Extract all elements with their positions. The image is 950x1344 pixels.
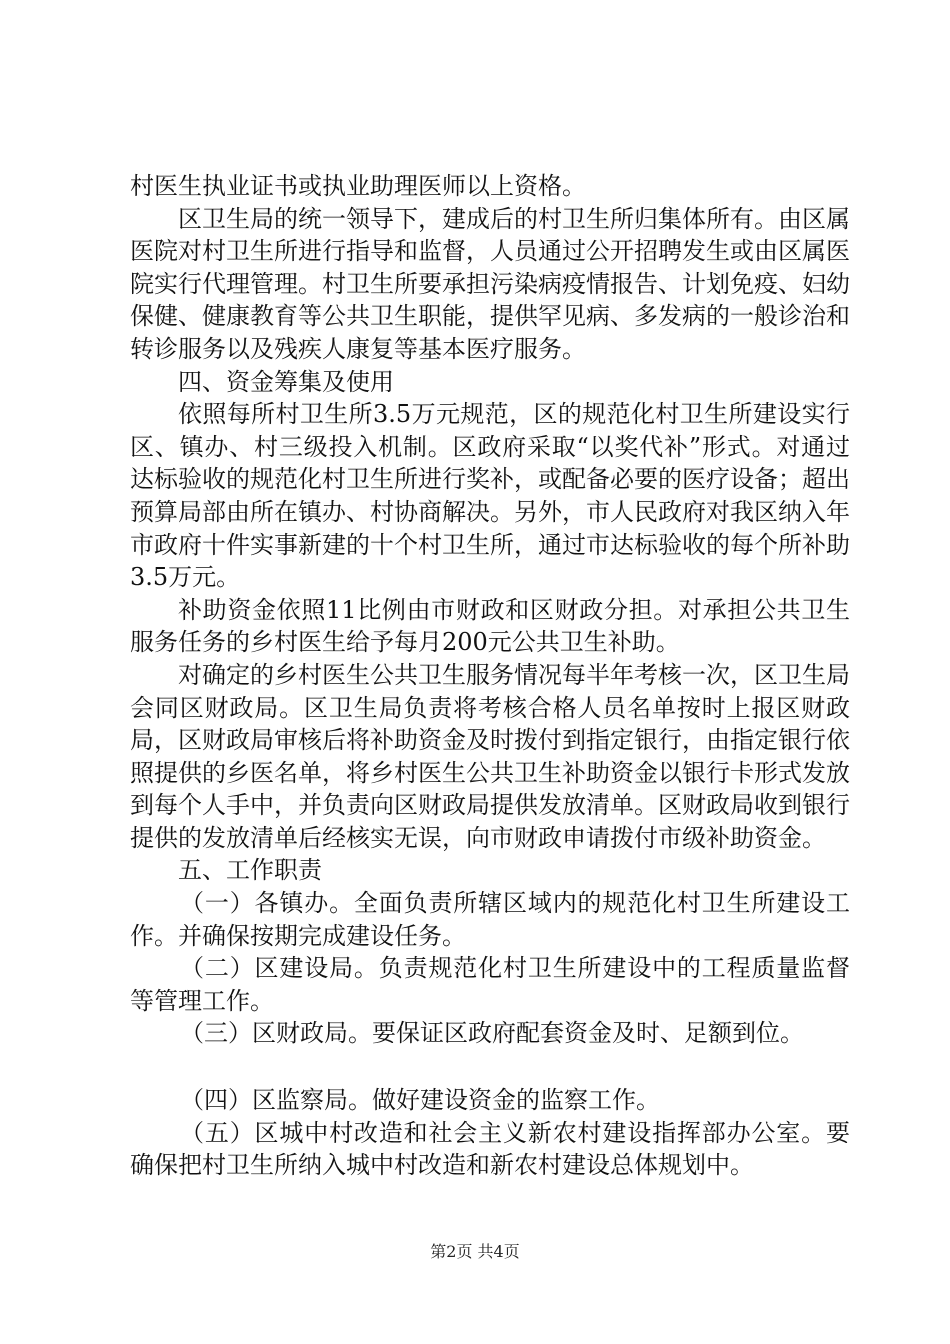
section-heading-funding: 四、资金筹集及使用 <box>178 367 394 396</box>
paragraph-subsidy: 补助资金依照11比例由市财政和区财政分担。对承担公共卫生服务任务的乡村医生给予每月200元公共卫生补助。 <box>130 595 850 657</box>
duty-item-towns: （一）各镇办。全面负责所辖区域内的规范化村卫生所建设工作。并确保按期完成建设任务。 <box>130 889 850 950</box>
section-heading-duties: 五、工作职责 <box>178 856 322 885</box>
paragraph-gap <box>130 1050 850 1084</box>
duty-item-finance-bureau: （三）区财政局。要保证区政府配套资金及时、足额到位。 <box>180 1019 804 1048</box>
page-number-footer: 第2页 共4页 <box>430 1242 520 1261</box>
paragraph-funding-standard: 依照每所村卫生所3.5万元规范，区的规范化村卫生所建设实行区、镇办、村三级投入机制。区政府采取“以奖代补”形式。对通过达标验收的规范化村卫生所进行奖补，或配备必要的医疗设备；超出预算局部由所在镇办、村协商解决。另外，市人民政府对我区纳入年市政府十件实事新建的十个村卫生所，通过市达标验收的每个所补助3.5万元。 <box>130 400 850 592</box>
duty-item-village-renovation-office: （五）区城中村改造和社会主义新农村建设指挥部办公室。要确保把村卫生所纳入城中村改造和新农村建设总体规划中。 <box>130 1118 850 1180</box>
paragraph-assessment: 对确定的乡村医生公共卫生服务情况每半年考核一次，区卫生局会同区财政局。区卫生局负责将考核合格人员名单按时上报区财政局，区财政局审核后将补助资金及时拨付到指定银行，由指定银行依照提供的乡医名单，将乡村医生公共卫生补助资金以银行卡形式发放到每个人手中，并负责向区财政局提供发放清单。区财政局收到银行提供的发放清单后经核实无误，向市财政申请拨付市级补助资金。 <box>130 660 850 852</box>
duty-item-supervision-bureau: （四）区监察局。做好建设资金的监察工作。 <box>180 1086 660 1115</box>
paragraph-management: 区卫生局的统一领导下，建成后的村卫生所归集体所有。由区属医院对村卫生所进行指导和监督，人员通过公开招聘发生或由区属医院实行代理管理。村卫生所要承担污染病疫情报告、计划免疫、妇幼保健、健康教育等公共卫生职能，提供罕见病、多发病的一般诊治和转诊服务以及残疾人康复等基本医疗服务。 <box>130 204 850 363</box>
duty-item-construction-bureau: （二）区建设局。负责规范化村卫生所建设中的工程质量监督等管理工作。 <box>130 954 850 1015</box>
document-body <box>130 170 850 1182</box>
paragraph-continuation: 村医生执业证书或执业助理医师以上资格。 <box>130 172 586 200</box>
